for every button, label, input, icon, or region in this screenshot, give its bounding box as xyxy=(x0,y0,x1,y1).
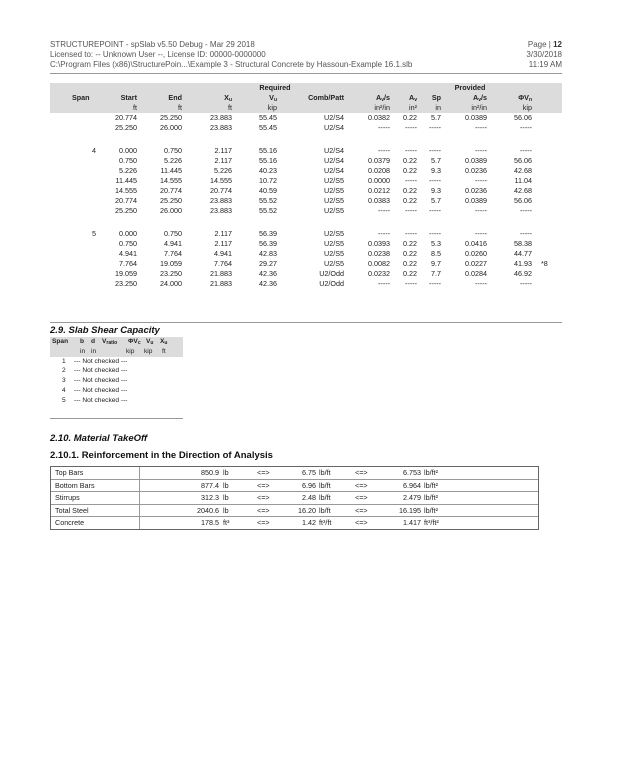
cell-span: 4 xyxy=(92,146,96,155)
cell-av: ----- xyxy=(405,229,417,238)
cell-av: ----- xyxy=(405,176,417,185)
takeoff-cell-area-value: 6.753 xyxy=(403,468,421,477)
takeoff-cell-rate: 6.96 xyxy=(302,480,316,490)
cell-av: 0.22 xyxy=(403,269,417,278)
header-date: 3/30/2018 xyxy=(526,50,562,59)
cell-avs-prov: 0.0227 xyxy=(465,259,487,268)
table-row xyxy=(50,166,562,176)
cell-end: 26.000 xyxy=(160,123,182,132)
cell-comb: U2/S4 xyxy=(324,156,344,165)
cell-start: 0.000 xyxy=(119,146,137,155)
cell-phivn: 46.92 xyxy=(514,269,532,278)
col-end: End xyxy=(168,93,182,102)
cell-start: 19.059 xyxy=(115,269,137,278)
takeoff-cell-qty-unit: ft³ xyxy=(223,518,230,528)
table-bottom-rule xyxy=(50,322,562,323)
cell-xu: 23.883 xyxy=(210,123,232,132)
cell-avs-prov: 0.0389 xyxy=(465,156,487,165)
cell-vu: 42.36 xyxy=(259,279,277,288)
shear-col-span: Span xyxy=(52,338,69,345)
takeoff-cell-qty: 877.4 xyxy=(201,480,219,490)
table-column-header xyxy=(50,93,562,103)
cell-end: 0.750 xyxy=(164,229,182,238)
table-row xyxy=(50,229,562,239)
takeoff-row xyxy=(51,516,538,529)
cell-vu: 10.72 xyxy=(259,176,277,185)
cell-xu: 2.117 xyxy=(214,229,232,238)
col-vu: $V_u$ xyxy=(269,93,277,103)
shear-col-d: d xyxy=(91,338,96,345)
cell-comb: U2/S4 xyxy=(324,123,344,132)
cell-avs-req: 0.0000 xyxy=(368,176,390,185)
cell-span: 5 xyxy=(92,229,96,238)
shear-cell-span: 5 xyxy=(62,396,66,404)
cell-comb: U2/S5 xyxy=(324,196,344,205)
cell-sp: ----- xyxy=(429,279,441,288)
cell-avs-req: 0.0382 xyxy=(368,113,390,122)
shear-column-header xyxy=(50,337,183,347)
table-row xyxy=(50,249,562,259)
shear-cell-status: --- Not checked --- xyxy=(74,377,128,385)
takeoff-cell-arrow: <=> xyxy=(257,468,270,477)
shear-table-row xyxy=(50,386,183,396)
takeoff-cell-qty: 2040.6 xyxy=(197,505,219,515)
cell-note: *8 xyxy=(541,259,548,268)
col-avs-prov: $A_v/s$ xyxy=(473,93,487,103)
cell-av: 0.22 xyxy=(403,186,417,195)
cell-avs-req: 0.0238 xyxy=(368,249,390,258)
slab-shear-table xyxy=(50,337,183,406)
col-xu: $X_u$ xyxy=(224,93,232,103)
cell-vu: 42.36 xyxy=(259,269,277,278)
col-phivn: $\Phi V_n$ xyxy=(518,93,532,103)
cell-comb: U2/S5 xyxy=(324,176,344,185)
cell-comb: U2/S5 xyxy=(324,229,344,238)
takeoff-cell-area-unit: ft³/ft² xyxy=(424,518,439,528)
cell-vu: 55.16 xyxy=(259,156,277,165)
cell-comb: U2/S4 xyxy=(324,166,344,175)
cell-sp: ----- xyxy=(429,206,441,215)
shear-cell-span: 4 xyxy=(62,386,66,394)
takeoff-cell-area-value: 16.195 xyxy=(399,505,421,515)
cell-av: ----- xyxy=(405,146,417,155)
cell-avs-req: 0.0208 xyxy=(368,166,390,175)
cell-start: 25.250 xyxy=(115,123,137,132)
cell-comb: U2/S4 xyxy=(324,146,344,155)
cell-av: 0.22 xyxy=(403,239,417,248)
cell-xu: 4.941 xyxy=(214,249,232,258)
cell-vu: 55.52 xyxy=(259,196,277,205)
cell-phivn: ----- xyxy=(520,206,532,215)
takeoff-cell-arrow: <=> xyxy=(355,468,368,477)
cell-comb: U2/Odd xyxy=(319,269,344,278)
cell-avs-prov: ----- xyxy=(475,146,487,155)
cell-avs-req: 0.0379 xyxy=(368,156,390,165)
cell-xu: 14.555 xyxy=(210,176,232,185)
header-program-line: STRUCTUREPOINT - spSlab v5.50 Debug - Mar 29 2018 xyxy=(50,40,255,49)
takeoff-cell-area-value: 2.479 xyxy=(403,493,421,503)
col-start: Start xyxy=(120,93,137,102)
unit-av: in² xyxy=(409,103,417,112)
unit-sp: in xyxy=(435,103,441,112)
cell-xu: 2.117 xyxy=(214,146,232,155)
shear-col-vratio: $V_{ratio}$ xyxy=(102,338,118,346)
cell-avs-req: 0.0212 xyxy=(368,186,390,195)
cell-vu: 40.59 xyxy=(259,186,277,195)
header-divider xyxy=(50,73,562,74)
shear-reinforcement-table xyxy=(50,83,562,289)
takeoff-cell-label: Top Bars xyxy=(55,468,84,477)
cell-av: 0.22 xyxy=(403,113,417,122)
takeoff-cell-label: Concrete xyxy=(55,518,85,528)
takeoff-cell-rate-unit: lb/ft xyxy=(319,468,331,477)
takeoff-cell-arrow: <=> xyxy=(355,480,368,490)
takeoff-cell-qty: 850.9 xyxy=(201,468,219,477)
cell-comb: U2/S5 xyxy=(324,259,344,268)
cell-xu: 23.883 xyxy=(210,113,232,122)
cell-start: 25.250 xyxy=(115,206,137,215)
cell-start: 7.764 xyxy=(119,259,137,268)
cell-end: 26.000 xyxy=(160,206,182,215)
shear-cell-status: --- Not checked --- xyxy=(74,396,128,404)
cell-avs-req: 0.0232 xyxy=(368,269,390,278)
takeoff-cell-arrow: <=> xyxy=(355,505,368,515)
takeoff-cell-rate: 16.20 xyxy=(298,505,316,515)
takeoff-cell-qty-unit: lb xyxy=(223,493,229,503)
cell-start: 14.555 xyxy=(115,186,137,195)
shear-table-row xyxy=(50,376,183,386)
group-provided-label: Provided xyxy=(454,83,486,92)
cell-xu: 7.764 xyxy=(214,259,232,268)
cell-vu: 55.52 xyxy=(259,206,277,215)
cell-start: 0.000 xyxy=(119,229,137,238)
cell-avs-prov: 0.0389 xyxy=(465,113,487,122)
cell-xu: 2.117 xyxy=(214,239,232,248)
cell-av: 0.22 xyxy=(403,259,417,268)
cell-sp: ----- xyxy=(429,123,441,132)
header-time: 11:19 AM xyxy=(528,60,562,69)
cell-phivn: 11.04 xyxy=(514,176,532,185)
takeoff-cell-area-value: 6.964 xyxy=(403,480,421,490)
cell-av: 0.22 xyxy=(403,249,417,258)
cell-xu: 2.117 xyxy=(214,156,232,165)
takeoff-cell-rate-unit: lb/ft xyxy=(319,480,331,490)
cell-avs-prov: 0.0284 xyxy=(465,269,487,278)
section-title-shear: 2.9. Slab Shear Capacity xyxy=(50,325,160,336)
shear-cell-status: --- Not checked --- xyxy=(74,367,128,375)
cell-phivn: 56.06 xyxy=(514,156,532,165)
cell-vu: 29.27 xyxy=(259,259,277,268)
cell-end: 7.764 xyxy=(164,249,182,258)
cell-av: 0.22 xyxy=(403,196,417,205)
table-row xyxy=(50,113,562,123)
cell-start: 20.774 xyxy=(115,113,137,122)
shear-cell-span: 2 xyxy=(62,367,66,375)
takeoff-cell-area-value: 1.417 xyxy=(403,518,421,528)
unit-phivn: kip xyxy=(522,103,532,112)
cell-phivn: 58.38 xyxy=(514,239,532,248)
cell-end: 14.555 xyxy=(160,176,182,185)
subsection-title-reinforcement: 2.10.1. Reinforcement in the Direction of Analysis xyxy=(50,450,273,461)
cell-start: 11.445 xyxy=(115,176,137,185)
cell-vu: 55.45 xyxy=(259,113,277,122)
cell-start: 4.941 xyxy=(119,249,137,258)
cell-start: 23.250 xyxy=(115,279,137,288)
cell-end: 23.250 xyxy=(160,269,182,278)
cell-avs-prov: 0.0416 xyxy=(465,239,487,248)
cell-avs-prov: ----- xyxy=(475,206,487,215)
col-av: $A_v$ xyxy=(409,93,417,103)
shear-table-row xyxy=(50,357,183,367)
cell-phivn: 41.93 xyxy=(514,259,532,268)
cell-xu: 23.883 xyxy=(210,196,232,205)
cell-avs-prov: 0.0389 xyxy=(465,196,487,205)
cell-end: 20.774 xyxy=(160,186,182,195)
cell-sp: 5.7 xyxy=(431,156,441,165)
cell-sp: 8.5 xyxy=(431,249,441,258)
cell-avs-req: ----- xyxy=(378,123,390,132)
header-file-path: C:\Program Files (x86)\StructurePoin...\Example 3 - Structural Concrete by Hassoun-Example 16.1.slb xyxy=(50,60,413,69)
cell-sp: 9.7 xyxy=(431,259,441,268)
unit-vu: kip xyxy=(267,103,277,112)
cell-comb: U2/S5 xyxy=(324,239,344,248)
cell-start: 5.226 xyxy=(119,166,137,175)
cell-sp: ----- xyxy=(429,146,441,155)
takeoff-cell-rate-unit: lb/ft xyxy=(319,493,331,503)
table-group-header xyxy=(50,83,562,93)
cell-sp: 5.7 xyxy=(431,113,441,122)
page-header-right xyxy=(526,40,562,70)
cell-start: 20.774 xyxy=(115,196,137,205)
cell-avs-req: 0.0383 xyxy=(368,196,390,205)
takeoff-cell-arrow: <=> xyxy=(257,518,270,528)
cell-end: 25.250 xyxy=(160,196,182,205)
page-number: 12 xyxy=(553,40,562,49)
shear-cell-span: 3 xyxy=(62,377,66,385)
takeoff-cell-area-unit: lb/ft² xyxy=(424,480,438,490)
table-body xyxy=(50,113,562,289)
cell-comb: U2/S5 xyxy=(324,206,344,215)
header-license-line: Licensed to: -- Unknown User --, License ID: 00000-0000000 xyxy=(50,50,266,59)
shear-table-body xyxy=(50,357,183,406)
cell-xu: 21.883 xyxy=(210,279,232,288)
takeoff-cell-arrow: <=> xyxy=(355,493,368,503)
shear-units-row: in in kip kip ft xyxy=(50,347,183,357)
cell-end: 11.445 xyxy=(160,166,182,175)
table-row xyxy=(50,176,562,186)
takeoff-row xyxy=(51,479,538,492)
cell-comb: U2/S4 xyxy=(324,113,344,122)
page-number-line: Page | 12 xyxy=(527,40,562,49)
cell-phivn: ----- xyxy=(520,229,532,238)
takeoff-cell-qty-unit: lb xyxy=(223,468,229,477)
cell-vu: 55.16 xyxy=(259,146,277,155)
table-row xyxy=(50,146,562,156)
group-required-label: Required xyxy=(259,83,291,92)
col-comb: Comb/Patt xyxy=(308,93,344,102)
takeoff-cell-area-unit: lb/ft² xyxy=(424,505,438,515)
table-row xyxy=(50,196,562,206)
cell-avs-req: ----- xyxy=(378,206,390,215)
table-row xyxy=(50,123,562,133)
shear-col-phivc: $\Phi V_c$ xyxy=(128,338,141,346)
takeoff-cell-qty-unit: lb xyxy=(223,505,229,515)
cell-vu: 56.39 xyxy=(259,239,277,248)
table-row xyxy=(50,206,562,216)
cell-end: 0.750 xyxy=(164,146,182,155)
cell-avs-prov: ----- xyxy=(475,279,487,288)
cell-comb: U2/S5 xyxy=(324,186,344,195)
cell-avs-req: ----- xyxy=(378,146,390,155)
col-span: Span xyxy=(72,93,90,102)
cell-phivn: ----- xyxy=(520,279,532,288)
table-row xyxy=(50,239,562,249)
shear-col-vu: $V_u$ xyxy=(146,338,154,346)
takeoff-cell-arrow: <=> xyxy=(355,518,368,528)
table-units-row xyxy=(50,103,562,113)
table-spacer-row xyxy=(50,216,562,229)
table-spacer-row xyxy=(50,133,562,146)
cell-av: ----- xyxy=(405,123,417,132)
takeoff-cell-label: Bottom Bars xyxy=(55,480,95,490)
takeoff-cell-qty: 312.3 xyxy=(201,493,219,503)
cell-sp: 9.3 xyxy=(431,166,441,175)
cell-avs-req: 0.0082 xyxy=(368,259,390,268)
takeoff-row xyxy=(51,504,538,517)
takeoff-cell-rate: 2.48 xyxy=(302,493,316,503)
cell-xu: 5.226 xyxy=(214,166,232,175)
cell-avs-req: 0.0393 xyxy=(368,239,390,248)
cell-av: ----- xyxy=(405,206,417,215)
cell-av: 0.22 xyxy=(403,166,417,175)
cell-sp: ----- xyxy=(429,229,441,238)
cell-avs-prov: ----- xyxy=(475,123,487,132)
cell-phivn: 56.06 xyxy=(514,113,532,122)
section-title-takeoff: 2.10. Material TakeOff xyxy=(50,433,148,444)
cell-avs-prov: 0.0260 xyxy=(465,249,487,258)
shear-col-xu: $X_u$ xyxy=(160,338,168,346)
unit-avs-prov: in²/in xyxy=(471,103,487,112)
cell-avs-prov: 0.0236 xyxy=(465,166,487,175)
takeoff-cell-area-unit: lb/ft² xyxy=(424,493,438,503)
table-row xyxy=(50,279,562,289)
cell-xu: 23.883 xyxy=(210,206,232,215)
unit-start: ft xyxy=(133,103,137,112)
material-takeoff-table xyxy=(50,466,539,530)
takeoff-row xyxy=(51,467,538,479)
cell-end: 4.941 xyxy=(164,239,182,248)
cell-phivn: ----- xyxy=(520,123,532,132)
cell-phivn: 42.68 xyxy=(514,186,532,195)
takeoff-row xyxy=(51,491,538,504)
cell-sp: 5.7 xyxy=(431,196,441,205)
cell-end: 25.250 xyxy=(160,113,182,122)
cell-end: 24.000 xyxy=(160,279,182,288)
cell-phivn: 42.68 xyxy=(514,166,532,175)
cell-vu: 55.45 xyxy=(259,123,277,132)
cell-avs-req: ----- xyxy=(378,229,390,238)
cell-comb: U2/Odd xyxy=(319,279,344,288)
cell-phivn: ----- xyxy=(520,146,532,155)
cell-start: 0.750 xyxy=(119,239,137,248)
cell-end: 5.226 xyxy=(164,156,182,165)
cell-avs-prov: ----- xyxy=(475,229,487,238)
cell-comb: U2/S5 xyxy=(324,249,344,258)
table-row xyxy=(50,186,562,196)
takeoff-cell-arrow: <=> xyxy=(257,480,270,490)
col-sp: Sp xyxy=(431,93,441,102)
unit-end: ft xyxy=(178,103,182,112)
cell-sp: 9.3 xyxy=(431,186,441,195)
shear-table-row xyxy=(50,366,183,376)
page-header-left xyxy=(50,40,412,70)
takeoff-cell-arrow: <=> xyxy=(257,493,270,503)
cell-sp: 5.3 xyxy=(431,239,441,248)
cell-avs-req: ----- xyxy=(378,279,390,288)
cell-avs-prov: 0.0236 xyxy=(465,186,487,195)
takeoff-cell-area-unit: lb/ft² xyxy=(424,468,438,477)
cell-xu: 20.774 xyxy=(210,186,232,195)
shear-table-bottom-rule xyxy=(50,418,183,419)
cell-phivn: 56.06 xyxy=(514,196,532,205)
takeoff-cell-rate-unit: lb/ft xyxy=(319,505,331,515)
table-row xyxy=(50,156,562,166)
cell-vu: 56.39 xyxy=(259,229,277,238)
cell-avs-prov: ----- xyxy=(475,176,487,185)
shear-cell-span: 1 xyxy=(62,357,66,365)
cell-av: ----- xyxy=(405,279,417,288)
takeoff-cell-rate: 6.75 xyxy=(302,468,316,477)
table-row xyxy=(50,269,562,279)
shear-cell-status: --- Not checked --- xyxy=(74,357,128,365)
takeoff-cell-label: Stirrups xyxy=(55,493,80,503)
cell-end: 19.059 xyxy=(160,259,182,268)
cell-sp: 7.7 xyxy=(431,269,441,278)
takeoff-cell-rate-unit: ft³/ft xyxy=(319,518,332,528)
shear-table-row xyxy=(50,396,183,406)
cell-start: 0.750 xyxy=(119,156,137,165)
takeoff-cell-arrow: <=> xyxy=(257,505,270,515)
takeoff-cell-qty-unit: lb xyxy=(223,480,229,490)
cell-vu: 40.23 xyxy=(259,166,277,175)
table-row xyxy=(50,259,562,269)
takeoff-cell-rate: 1.42 xyxy=(302,518,316,528)
col-avs-req: $A_v/s$ xyxy=(376,93,390,103)
cell-vu: 42.83 xyxy=(259,249,277,258)
shear-cell-status: --- Not checked --- xyxy=(74,386,128,394)
takeoff-cell-label: Total Steel xyxy=(55,505,89,515)
unit-avs-req: in²/in xyxy=(374,103,390,112)
takeoff-cell-qty: 178.5 xyxy=(201,518,219,528)
cell-xu: 21.883 xyxy=(210,269,232,278)
shear-col-b: b xyxy=(80,338,85,345)
cell-phivn: 44.77 xyxy=(514,249,532,258)
cell-av: 0.22 xyxy=(403,156,417,165)
cell-sp: ----- xyxy=(429,176,441,185)
unit-xu: ft xyxy=(228,103,232,112)
